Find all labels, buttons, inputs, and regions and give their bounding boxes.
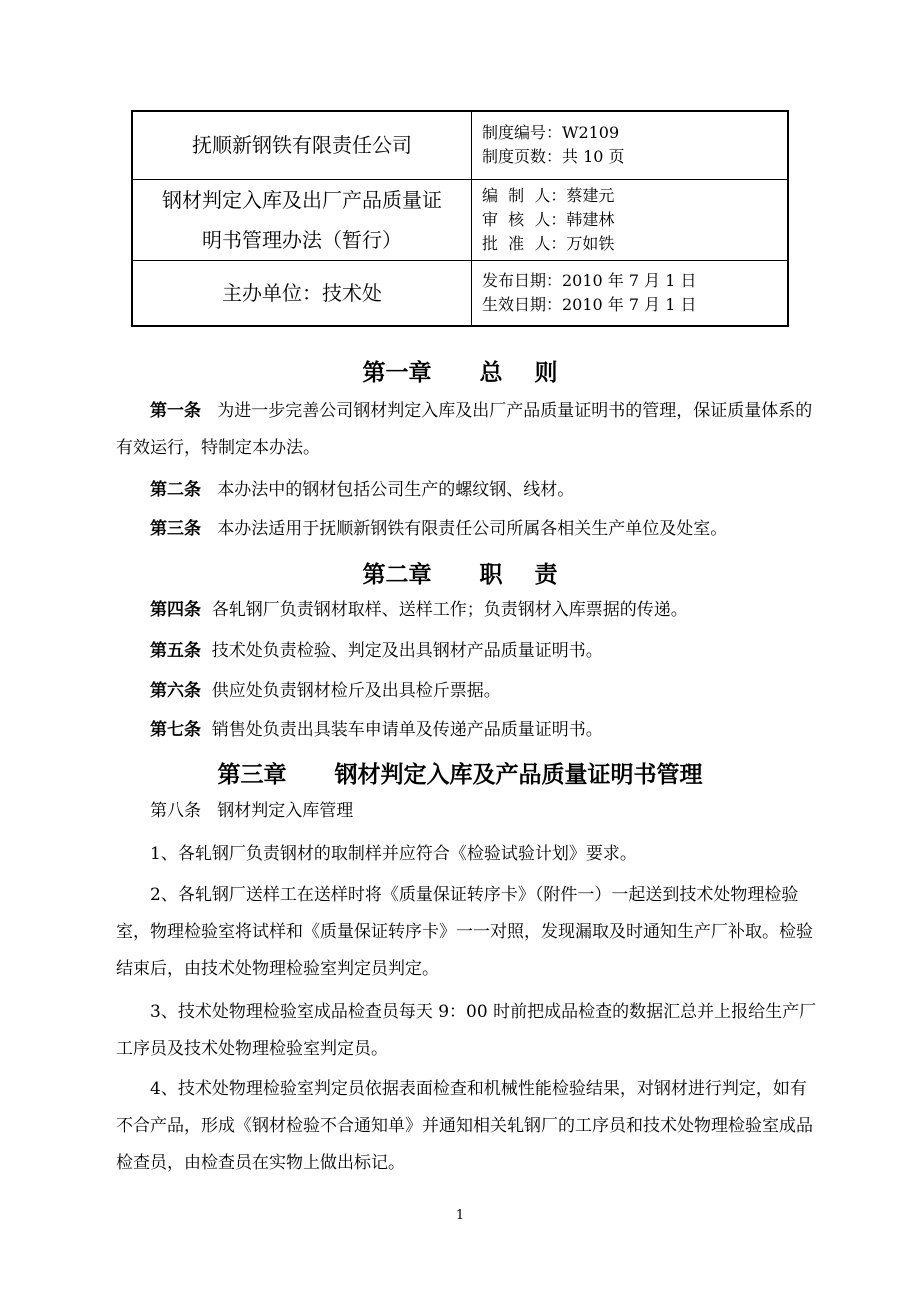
host-unit: 主办单位：技术处 [222, 280, 382, 305]
article-1 [116, 393, 821, 467]
article-4 [116, 592, 821, 629]
company-name: 抚顺新钢铁有限责任公司 [192, 133, 412, 158]
article-6-label: 第六条 [150, 681, 201, 701]
host-unit-cell [132, 260, 472, 326]
item-4: 4、技术处物理检验室判定员依据表面检查和机械性能检验结果，对钢材进行判定，如有不合产品，形成《钢材检验不合通知单》并通知相关轧钢厂的工序员和技术处物理检验室成品检查员，由检查员在实物上做出标记。 [116, 1079, 813, 1173]
article-2-label: 第二条 [150, 480, 201, 500]
article-5-label: 第五条 [150, 641, 201, 661]
item-2: 2、各轧钢厂送样工在送样时将《质量保证转序卡》（附件一）一起送到技术处物理检验室，物理检验室将试样和《质量保证转序卡》一一对照，发现漏取及时通知生产厂补取。检验结束后，由技术处物理检验室判定员判定。 [116, 885, 813, 979]
item-3: 3、技术处物理检验室成品检查员每天 9：00 时前把成品检查的数据汇总并上报给生产厂工序员及技术处物理检验室判定员。 [116, 1002, 817, 1059]
document-header-table [131, 110, 789, 327]
publish-date: 发布日期：2010 年 7 月 1 日 [482, 270, 697, 290]
article-6-text: 供应处负责钢材检斤及出具检斤票据。 [201, 681, 501, 701]
article-3 [116, 511, 821, 548]
article-8-label: 第八条 [150, 801, 201, 821]
item-1: 1、各轧钢厂负责钢材的取制样并应符合《检验试验计划》要求。 [150, 844, 637, 864]
system-info-cell [472, 111, 789, 179]
document-title-line1: 钢材判定入库及出厂产品质量证 [162, 187, 442, 212]
article-2 [116, 472, 821, 509]
article-1-text: 为进一步完善公司钢材判定入库及出厂产品质量证明书的管理，保证质量体系的有效运行，特制定本办法。 [116, 401, 813, 458]
article-6 [116, 673, 821, 710]
article-5 [116, 633, 821, 670]
reviewer: 审 核 人：韩建林 [482, 209, 615, 229]
chapter-3-heading: 第三章 钢材判定入库及产品质量证明书管理 [217, 762, 703, 788]
effective-date: 生效日期：2010 年 7 月 1 日 [482, 294, 697, 314]
document-title-line2: 明书管理办法（暂行） [202, 227, 402, 252]
article-7-text: 销售处负责出具装车申请单及传递产品质量证明书。 [201, 720, 603, 740]
article-7-label: 第七条 [150, 720, 201, 740]
article-4-label: 第四条 [150, 600, 201, 620]
system-number: 制度编号：W2109 [482, 123, 620, 143]
signatories-cell [472, 179, 789, 260]
article-5-text: 技术处负责检验、判定及出具钢材产品质量证明书。 [201, 641, 603, 661]
article-2-text: 本办法中的钢材包括公司生产的螺纹钢、线材。 [201, 480, 575, 500]
approver: 批 准 人：万如铁 [482, 233, 615, 253]
chapter-2-heading: 第二章 职 责 [362, 562, 558, 588]
editor: 编 制 人：蔡建元 [482, 185, 615, 205]
article-1-label: 第一条 [150, 401, 201, 421]
article-7 [116, 712, 821, 749]
company-name-cell [132, 111, 472, 179]
article-8-text: 钢材判定入库管理 [201, 801, 354, 821]
chapter-1-heading: 第一章 总 则 [362, 360, 558, 386]
article-8 [116, 793, 821, 830]
article-3-text: 本办法适用于抚顺新钢铁有限责任公司所属各相关生产单位及处室。 [201, 519, 728, 539]
system-pages: 制度页数：共 10 页 [482, 147, 625, 167]
article-3-label: 第三条 [150, 519, 201, 539]
document-title-cell [132, 179, 472, 260]
dates-cell [472, 260, 789, 326]
article-4-text: 各轧钢厂负责钢材取样、送样工作；负责钢材入库票据的传递。 [201, 600, 688, 620]
page-number: 1 [455, 1208, 465, 1223]
